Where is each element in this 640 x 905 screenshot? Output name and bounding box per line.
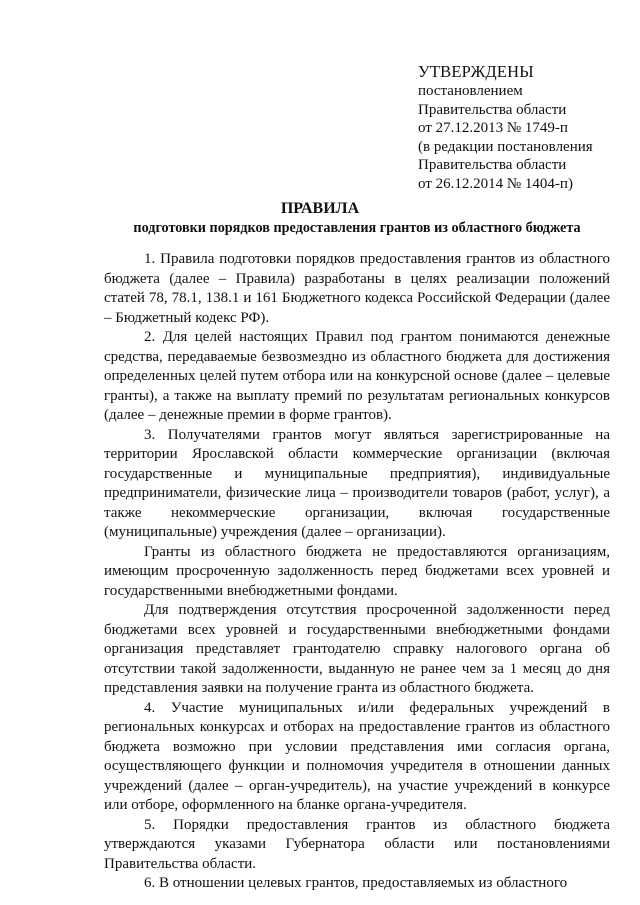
paragraph: 2. Для целей настоящих Правил под грантом понимаются денежные средства, передаваемые безвозмездно из областного бюджета для достижения определенных целей путем отбора или на конкурсной основе (далее – целевые гранты), а также на выплату премий по результатам региональных конкурсов (далее – денежные премии в форме грантов). <box>104 329 610 423</box>
paragraph: 1. Правила подготовки порядков предоставления грантов из областного бюджета (далее – Правила) разработаны в целях реализации положений статей 78, 78.1, 138.1 и 161 Бюджетного кодекса Российской Федерации (далее – Бюджетный кодекс РФ). <box>104 251 610 326</box>
approval-line: Правительства области <box>418 101 567 118</box>
document-subtitle: подготовки порядков предоставления грантов из областного бюджета <box>133 220 581 236</box>
document-body <box>104 250 610 894</box>
paragraph: Для подтверждения отсутствия просроченной задолженности перед бюджетами всех уровней и государственными внебюджетными фондами организация представляет грантодателю справку налогового органа об отсутствии такой задолженности, выданную не ранее чем за 1 месяц до дня представления заявки на получение гранта из областного бюджета. <box>104 602 610 696</box>
paragraph: 6. В отношении целевых грантов, предоставляемых из областного <box>144 875 568 891</box>
paragraph: 4. Участие муниципальных и/или федеральных учреждений в региональных конкурсах и отборах на предоставление грантов из областного бюджета возможно при условии представления ими согласия органа, осуществляющего функции и полномочия учредителя в отношении данных учреждений (далее – орган-учредитель), на участие учреждений в конкурсе или отборе, оформленного на бланке органа-учредителя. <box>104 699 610 813</box>
approval-stamp <box>418 62 618 194</box>
approval-line: постановлением <box>418 83 523 99</box>
document-title: ПРАВИЛА <box>280 200 360 217</box>
paragraph: 5. Порядки предоставления грантов из областного бюджета утверждаются указами Губернатора области или постановлениями Правительства области. <box>104 816 610 872</box>
approval-heading: УТВЕРЖДЕНЫ <box>418 62 534 81</box>
approval-line: (в редакции постановления <box>418 138 593 155</box>
paragraph: Гранты из областного бюджета не предоставляются организациям, имеющим просроченную задолженность перед бюджетами всех уровней и государственными внебюджетными фондами. <box>104 543 610 599</box>
paragraph: 3. Получателями грантов могут являться зарегистрированные на территории Ярославской области коммерческие организации (включая государственные и муниципальные предприятия), индивидуальные предприниматели, физические лица – производители товаров (работ, услуг), а также некоммерческие организации, включая государственные (муниципальные) учреждения (далее – организации). <box>104 426 610 540</box>
approval-line: от 27.12.2013 № 1749-п <box>418 120 568 137</box>
approval-line: от 26.12.2014 № 1404-п) <box>418 175 573 192</box>
approval-line: Правительства области <box>418 157 567 174</box>
